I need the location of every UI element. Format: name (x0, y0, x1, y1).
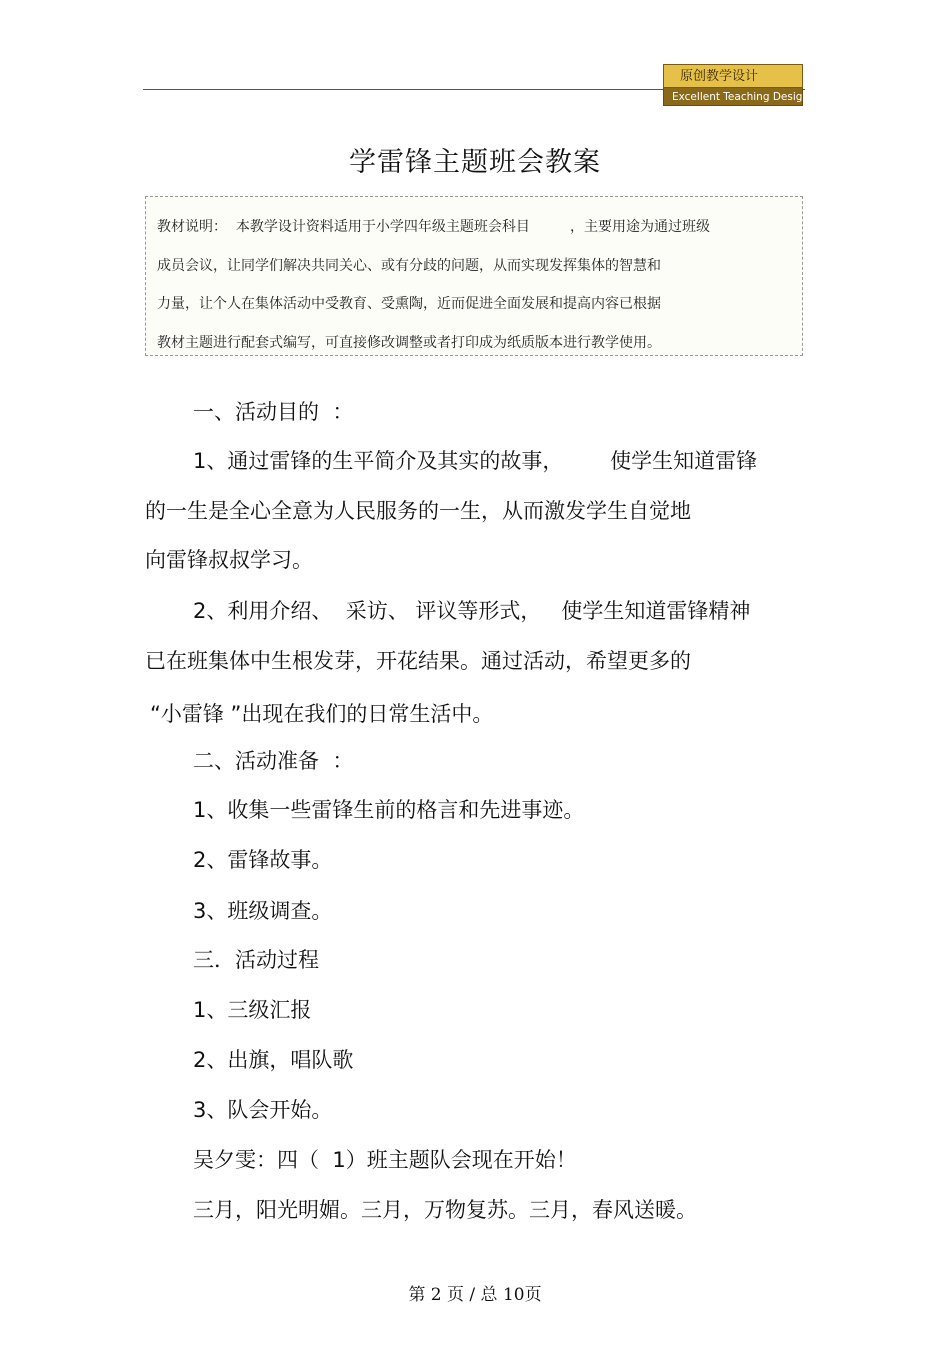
notice-line: 教材说明： 本教学设计资料适用于小学四年级主题班会科目 ，主要用途为通过班级 (157, 219, 710, 235)
paragraph-line: 1、通过雷锋的生平简介及其实的故事， 使学生知道雷锋 (193, 449, 758, 473)
list-item: 1、收集一些雷锋生前的格言和先进事迹。 (193, 798, 585, 822)
paragraph-line: 三月，阳光明媚。三月，万物复苏。三月，春风送暖。 (193, 1198, 697, 1222)
notice-line: 教材主题进行配套式编写，可直接修改调整或者打印成为纸质版本进行教学使用。 (157, 334, 661, 351)
document-title: 学雷锋主题班会教案 (349, 147, 601, 178)
section-heading-preparation: 二、活动准备 ： (193, 749, 354, 773)
badge-english-label: Excellent Teaching Design (663, 88, 803, 106)
badge-chinese-label: 原创教学设计 (663, 64, 803, 88)
brand-badge (663, 64, 810, 106)
notice-line: 力量，让个人在集体活动中受教育、受熏陶，近而促进全面发展和提高内容已根据 (157, 296, 661, 312)
paragraph-line: 向雷锋叔叔学习。 (145, 548, 313, 572)
list-item: 1、三级汇报 (193, 998, 312, 1022)
paragraph-line: “小雷锋 ”出现在我们的日常生活中。 (150, 702, 494, 726)
list-item: 3、班级调查。 (193, 899, 333, 923)
list-item: 2、出旗，唱队歌 (193, 1048, 354, 1072)
paragraph-line: 的一生是全心全意为人民服务的一生，从而激发学生自觉地 (145, 499, 691, 523)
page-number-footer: 第 2 页 / 总 10页 (408, 1285, 542, 1305)
section-heading-purpose: 一、活动目的 ： (193, 400, 354, 424)
paragraph-line: 2、利用介绍、 采访、 评议等形式， 使学生知道雷锋精神 (193, 599, 751, 623)
section-heading-process: 三．活动过程 (193, 948, 319, 972)
notice-line: 成员会议，让同学们解决共同关心、或有分歧的问题，从而实现发挥集体的智慧和 (157, 257, 661, 274)
list-item: 2、雷锋故事。 (193, 848, 333, 872)
material-notice-box (145, 196, 803, 356)
list-item: 3、队会开始。 (193, 1098, 333, 1122)
paragraph-line: 已在班集体中生根发芽，开花结果。通过活动，希望更多的 (145, 649, 691, 673)
paragraph-line: 吴夕雯：四（ 1）班主题队会现在开始！ (193, 1148, 577, 1172)
